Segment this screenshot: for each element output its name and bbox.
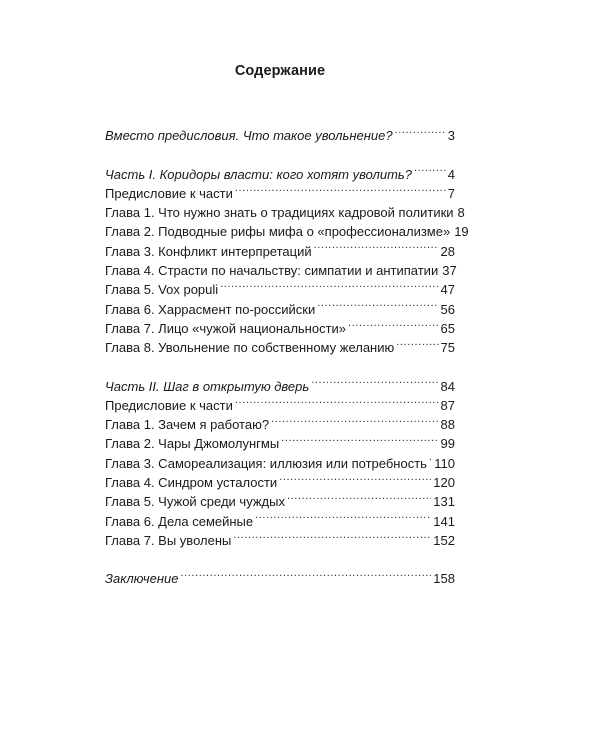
dot-leader [414, 159, 446, 178]
dot-leader [235, 179, 446, 198]
dot-leader [314, 236, 439, 255]
dot-leader [233, 526, 431, 545]
dot-leader [235, 391, 439, 410]
toc-entry-label: Глава 1. Что нужно знать о традициях кадровой политики [105, 205, 454, 221]
toc-entry-page-number: 131 [433, 494, 455, 510]
toc-entry-label: Глава 7. Лицо «чужой национальности» [105, 320, 347, 336]
toc-entry-label: Вместо предисловия. Что такое увольнение? [105, 128, 393, 144]
toc-entry-page-number: 7 [447, 185, 455, 201]
toc-entry-page-number: 99 [440, 436, 455, 452]
toc-entry-label: Глава 8. Увольнение по собственному желанию [105, 340, 395, 356]
toc-entry-label: Глава 6. Дела семейные [105, 513, 254, 529]
page-title: Содержание [234, 63, 326, 79]
toc-entry-label: Глава 4. Синдром усталости [105, 475, 278, 491]
toc-entry-page-number: 75 [440, 340, 455, 356]
toc-entry-label: Предисловие к части [105, 397, 233, 413]
dot-leader [317, 294, 438, 313]
toc-entry-label: Глава 7. Вы уволены [105, 532, 232, 548]
toc-entry-page-number: 158 [433, 571, 455, 587]
toc-entry-label: Глава 6. Харрасмент по-российски [105, 301, 316, 317]
toc-entry-label: Глава 1. Зачем я работаю? [105, 417, 270, 433]
dot-leader [429, 448, 432, 467]
dot-leader [220, 275, 438, 294]
toc-entry [105, 564, 455, 587]
dot-leader [311, 371, 438, 390]
toc-entry-label: Глава 5. Чужой среди чуждых [105, 494, 285, 510]
toc-entry-page-number: 84 [440, 378, 455, 394]
toc-entry-label: Глава 3. Конфликт интерпретаций [105, 243, 312, 259]
toc-entry-page-number: 141 [433, 513, 455, 529]
toc-entry-label: Глава 3. Самореализация: иллюзия или потребность [105, 455, 427, 471]
toc-entry-page-number: 110 [434, 455, 455, 471]
toc-entry-page-number: 37 [442, 263, 457, 279]
toc-entry-label: Заключение [105, 571, 179, 587]
toc-entry-page-number: 120 [433, 475, 455, 491]
dot-leader [395, 121, 446, 140]
toc-entry-page-number: 152 [433, 532, 455, 548]
toc-entry-page-number: 56 [440, 301, 455, 317]
dot-leader [287, 487, 431, 506]
dot-leader [271, 410, 438, 429]
toc-entry-page-number: 28 [440, 243, 455, 259]
toc-entry-page-number: 65 [440, 320, 455, 336]
table-of-contents [105, 121, 469, 587]
toc-entry-page-number: 88 [440, 417, 455, 433]
toc-entry-page-number: 8 [457, 205, 465, 221]
toc-entry-label: Глава 5. Vox populi [105, 282, 219, 298]
toc-entry-page-number: 3 [447, 128, 455, 144]
dot-leader [279, 468, 431, 487]
toc-entry-page-number: 47 [440, 282, 455, 298]
toc-entry [105, 121, 455, 144]
dot-leader [348, 314, 438, 333]
toc-entry [105, 159, 455, 182]
dot-leader [396, 333, 438, 352]
toc-entry-page-number: 4 [447, 166, 455, 182]
toc-entry-label: Глава 2. Чары Джомолунгмы [105, 436, 280, 452]
toc-entry [105, 371, 455, 394]
dot-leader [281, 429, 438, 448]
dot-leader [180, 564, 431, 583]
toc-entry-label: Глава 4. Страсти по начальству: симпатии и антипатии [105, 263, 439, 279]
toc-entry-page-number: 87 [440, 397, 455, 413]
toc-entry-page-number: 19 [454, 224, 469, 240]
dot-leader [255, 506, 431, 525]
toc-entry-label: Часть II. Шаг в открытую дверь [105, 378, 310, 394]
toc-entry-label: Предисловие к части [105, 185, 233, 201]
toc-entry-label: Глава 2. Подводные рифы мифа о «профессионализме» [105, 224, 451, 240]
toc-entry-label: Часть I. Коридоры власти: кого хотят уволить? [105, 166, 412, 182]
